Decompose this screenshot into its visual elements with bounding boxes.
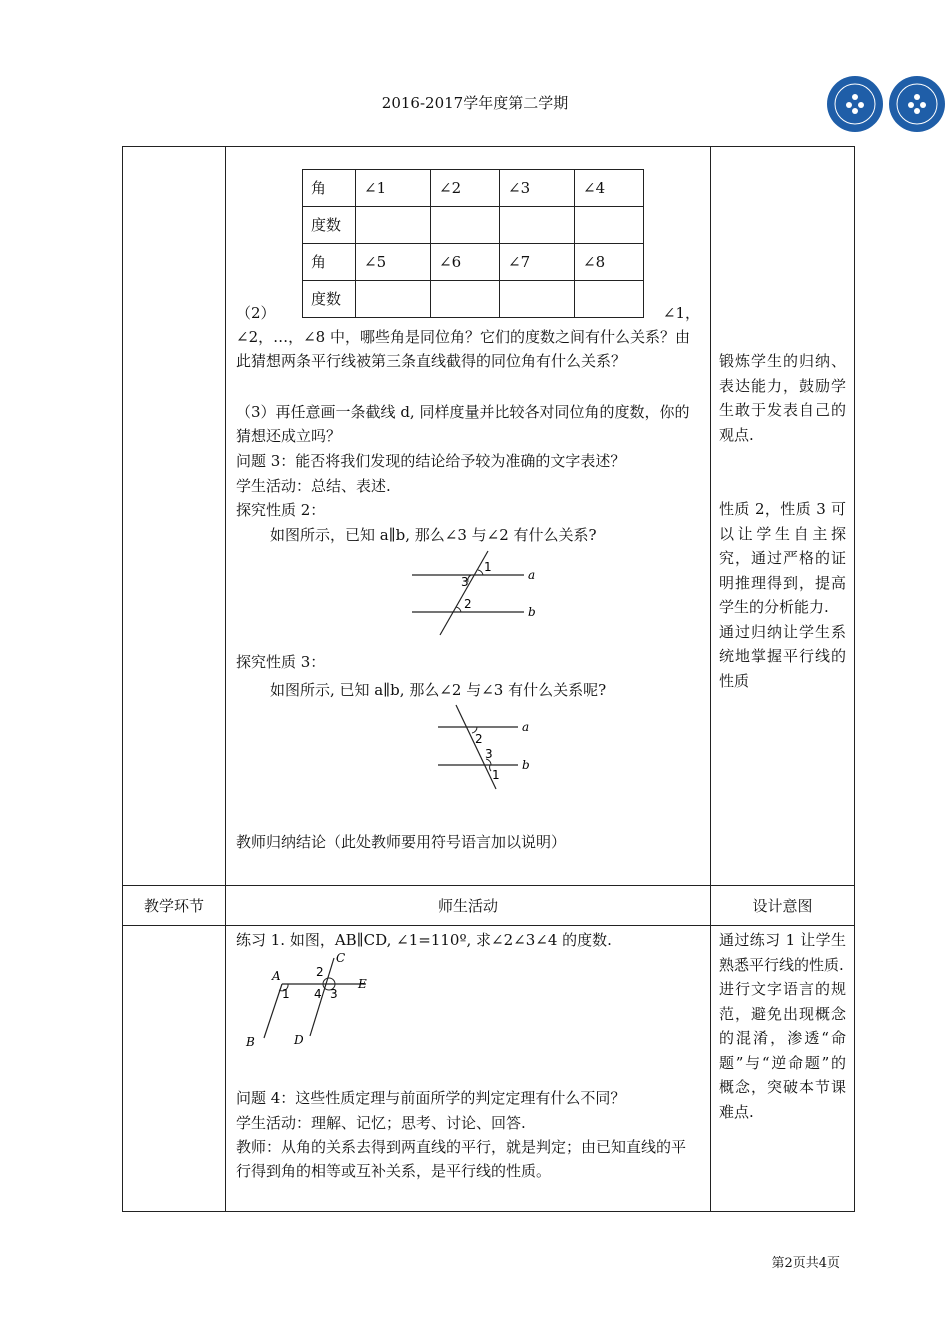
- table-cell: ∠6: [431, 244, 500, 281]
- header-teaching-stage: 教学环节: [123, 886, 226, 926]
- point-b-label: B: [246, 1035, 255, 1049]
- table-cell: ∠5: [356, 244, 431, 281]
- point-c-label: C: [336, 951, 346, 965]
- table-row: [303, 244, 644, 281]
- stage-cell-empty: [123, 147, 226, 886]
- transversal: [440, 551, 488, 635]
- table-cell: ∠3: [500, 170, 575, 207]
- table-cell: ∠2: [431, 170, 500, 207]
- design-intent-cell: [711, 926, 855, 1212]
- table-cell: 度数: [303, 207, 356, 244]
- label-angle-3: 3: [485, 747, 493, 761]
- table-row: [303, 207, 644, 244]
- teacher-conclusion: 教师归纳结论（此处教师要用符号语言加以说明）: [236, 833, 567, 851]
- activity-cell: [226, 926, 711, 1212]
- property-3-title: 探究性质 3：: [236, 653, 326, 671]
- angle-measure-table: [302, 169, 644, 318]
- lesson-plan-table: [122, 146, 855, 1212]
- header-activities: 师生活动: [226, 886, 711, 926]
- property-3-text: 如图所示, 已知 a∥b, 那么∠2 与∠3 有什么关系呢?: [270, 681, 607, 699]
- question-3-text: （3）再任意画一条截线 d, 同样度量并比较各对同位角的度数，你的猜想还成立吗？: [236, 403, 690, 445]
- point-e-label: E: [358, 977, 367, 991]
- point-d-label: D: [294, 1033, 304, 1047]
- label-angle-3: 3: [461, 575, 469, 589]
- label-line-b: b: [528, 605, 536, 619]
- label-line-a: a: [522, 720, 530, 734]
- table-cell: 度数: [303, 281, 356, 318]
- design-note-language: 进行文字语言的规范，避免出现概念的混淆，渗透“命题”与“逆命题”的概念，突破本节课难点.: [719, 980, 846, 1121]
- label-angle-1: 1: [492, 768, 500, 782]
- header-design-intent: 设计意图: [711, 886, 855, 926]
- question-3-heading: 问题 3：能否将我们发现的结论给予较为准确的文字表述？: [236, 452, 626, 470]
- stage-cell-empty: [123, 926, 226, 1212]
- teacher-explanation: 教师：从角的关系去得到两直线的平行，就是判定；由已知直线的平行得到角的相等或互补关系，是平行线的性质。: [236, 1138, 687, 1180]
- table-cell: [356, 207, 431, 244]
- label-angle-1: 1: [484, 560, 492, 574]
- property-2-title: 探究性质 2：: [236, 501, 326, 519]
- question-4-text: 问题 4：这些性质定理与前面所学的判定定理有什么不同？: [236, 1089, 626, 1107]
- design-note-proof: 性质 2，性质 3 可以让学生自主探究，通过严格的证明推理得到，提高学生的分析能力.: [719, 500, 846, 616]
- lesson-row-exploration: [123, 147, 855, 886]
- table-cell: 角: [303, 170, 356, 207]
- property-2-text: 如图所示，已知 a∥b, 那么∠3 与∠2 有什么关系?: [270, 526, 597, 544]
- table-cell: [575, 207, 644, 244]
- page-footer: 第2页共4页: [771, 1256, 840, 1271]
- table-cell: ∠8: [575, 244, 644, 281]
- table-cell: [431, 207, 500, 244]
- school-seal-icon: [888, 75, 946, 133]
- design-note-expression: 锻炼学生的归纳、表达能力，鼓励学生敢于发表自己的观点.: [719, 352, 846, 444]
- table-cell: 角: [303, 244, 356, 281]
- label-angle-2: 2: [464, 597, 472, 611]
- design-note-exercise: 通过练习 1 让学生熟悉平行线的性质.: [719, 931, 846, 974]
- point-a-label: A: [272, 969, 281, 983]
- design-note-summary: 通过归纳让学生系统地掌握平行线的性质: [719, 622, 846, 690]
- label-angle-1: 1: [282, 987, 290, 1001]
- label-angle-4: 4: [314, 987, 322, 1001]
- parallel-lines-figure-1: [406, 549, 556, 641]
- table-cell: ∠1: [356, 170, 431, 207]
- question-2-suffix: ∠1，: [662, 304, 700, 322]
- exercise-1-text: 练习 1. 如图，AB∥CD, ∠1=110º, 求∠2∠3∠4 的度数.: [236, 931, 612, 949]
- table-row: [303, 170, 644, 207]
- label-angle-3: 3: [330, 987, 338, 1001]
- exercise-figure: [236, 950, 386, 1050]
- table-cell: [500, 207, 575, 244]
- question-2-text: ∠2，…，∠8 中，哪些角是同位角？它们的度数之间有什么关系？由此猜想两条平行线被第三条直线截得的同位角有什么关系？: [236, 328, 690, 370]
- label-angle-2: 2: [475, 732, 483, 746]
- student-activity: 学生活动：总结、表述.: [236, 477, 391, 495]
- label-angle-2: 2: [316, 965, 324, 979]
- table-cell: ∠4: [575, 170, 644, 207]
- school-seal-icon: [826, 75, 884, 133]
- question-2-line: [236, 301, 700, 325]
- lesson-row-practice: [123, 926, 855, 1212]
- label-line-a: a: [528, 568, 536, 582]
- table-cell: ∠7: [500, 244, 575, 281]
- activity-cell: [226, 147, 711, 886]
- label-line-b: b: [522, 758, 530, 772]
- student-activity: 学生活动：理解、记忆；思考、讨论、回答.: [236, 1114, 526, 1132]
- parallel-lines-figure-2: [432, 703, 562, 793]
- table-header-row: [123, 886, 855, 926]
- line-ab: [264, 984, 282, 1038]
- question-2-prefix: （2）: [236, 304, 276, 322]
- page-header-title: 2016-2017学年度第二学期: [381, 94, 569, 112]
- design-intent-cell: [711, 147, 855, 886]
